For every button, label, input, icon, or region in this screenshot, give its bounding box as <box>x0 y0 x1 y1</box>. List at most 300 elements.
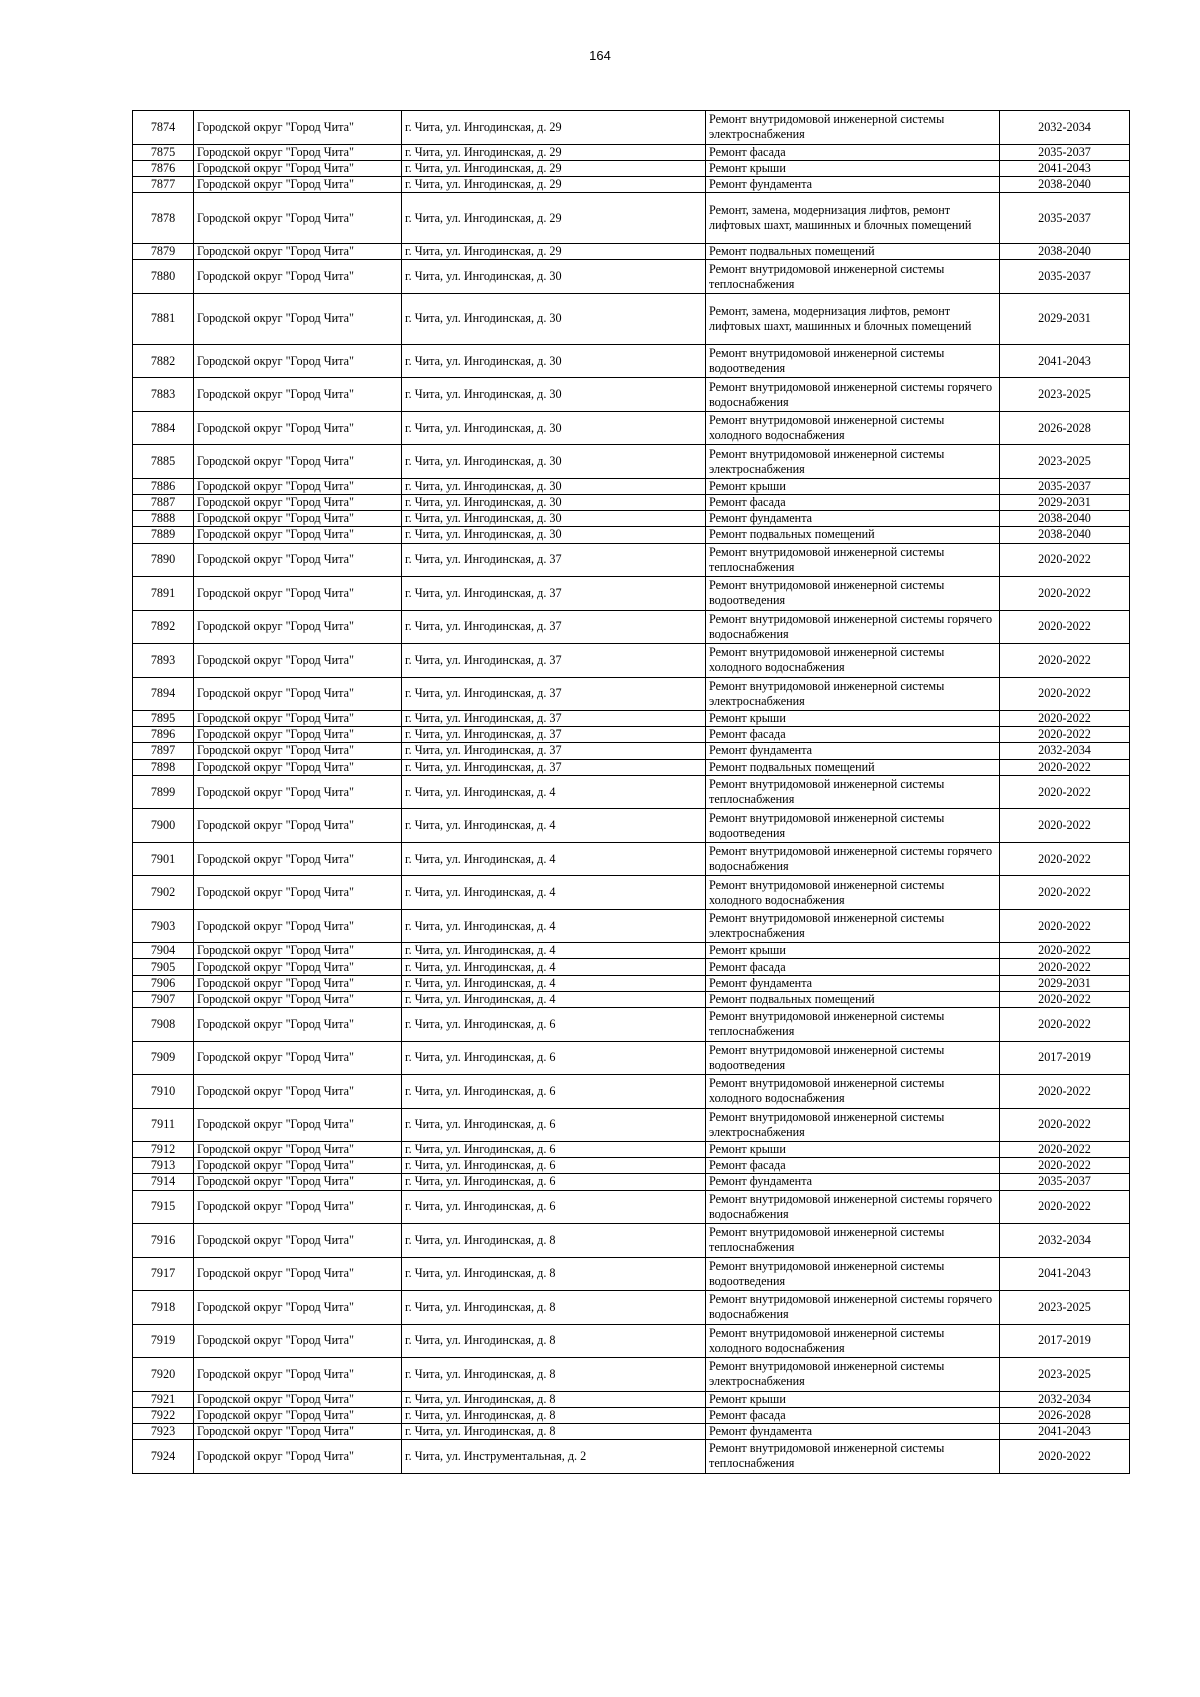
period-cell: 2020-2022 <box>1000 727 1130 743</box>
address-cell: г. Чита, ул. Ингодинская, д. 29 <box>402 176 706 192</box>
address-cell: г. Чита, ул. Ингодинская, д. 30 <box>402 478 706 494</box>
row-number-cell: 7922 <box>133 1407 194 1423</box>
address-cell: г. Чита, ул. Ингодинская, д. 4 <box>402 775 706 809</box>
address-cell: г. Чита, ул. Ингодинская, д. 29 <box>402 144 706 160</box>
work-type-cell: Ремонт внутридомовой инженерной системы электроснабжения <box>706 677 1000 711</box>
address-cell: г. Чита, ул. Ингодинская, д. 4 <box>402 975 706 991</box>
table-row <box>133 1257 1130 1291</box>
municipality-cell: Городской округ "Город Чита" <box>194 1440 402 1474</box>
municipality-cell: Городской округ "Город Чита" <box>194 1041 402 1075</box>
work-type-cell: Ремонт фасада <box>706 959 1000 975</box>
municipality-cell: Городской округ "Город Чита" <box>194 743 402 759</box>
address-cell: г. Чита, ул. Ингодинская, д. 8 <box>402 1291 706 1325</box>
municipality-cell: Городской округ "Город Чита" <box>194 193 402 244</box>
work-type-cell: Ремонт крыши <box>706 711 1000 727</box>
address-cell: г. Чита, ул. Ингодинская, д. 6 <box>402 1008 706 1042</box>
work-type-cell: Ремонт внутридомовой инженерной системы электроснабжения <box>706 1358 1000 1392</box>
municipality-cell: Городской округ "Город Чита" <box>194 543 402 577</box>
row-number-cell: 7884 <box>133 411 194 445</box>
table-row <box>133 511 1130 527</box>
work-type-cell: Ремонт, замена, модернизация лифтов, ремонт лифтовых шахт, машинных и блочных помещений <box>706 293 1000 344</box>
period-cell: 2020-2022 <box>1000 809 1130 843</box>
table-row <box>133 759 1130 775</box>
row-number-cell: 7876 <box>133 160 194 176</box>
table-row <box>133 943 1130 959</box>
table-row <box>133 176 1130 192</box>
period-cell: 2020-2022 <box>1000 1008 1130 1042</box>
row-number-cell: 7880 <box>133 260 194 294</box>
table-row <box>133 244 1130 260</box>
address-cell: г. Чита, ул. Ингодинская, д. 4 <box>402 943 706 959</box>
period-cell: 2020-2022 <box>1000 577 1130 611</box>
municipality-cell: Городской округ "Город Чита" <box>194 1358 402 1392</box>
row-number-cell: 7914 <box>133 1174 194 1190</box>
period-cell: 2026-2028 <box>1000 411 1130 445</box>
period-cell: 2020-2022 <box>1000 943 1130 959</box>
row-number-cell: 7882 <box>133 344 194 378</box>
municipality-cell: Городской округ "Город Чита" <box>194 644 402 678</box>
period-cell: 2032-2034 <box>1000 1224 1130 1258</box>
work-type-cell: Ремонт внутридомовой инженерной системы электроснабжения <box>706 1108 1000 1142</box>
period-cell: 2023-2025 <box>1000 445 1130 479</box>
period-cell: 2041-2043 <box>1000 344 1130 378</box>
row-number-cell: 7905 <box>133 959 194 975</box>
work-type-cell: Ремонт внутридомовой инженерной системы холодного водоснабжения <box>706 411 1000 445</box>
period-cell: 2038-2040 <box>1000 176 1130 192</box>
municipality-cell: Городской округ "Город Чита" <box>194 909 402 943</box>
municipality-cell: Городской округ "Город Чита" <box>194 577 402 611</box>
municipality-cell: Городской округ "Город Чита" <box>194 494 402 510</box>
work-type-cell: Ремонт подвальных помещений <box>706 244 1000 260</box>
work-type-cell: Ремонт фасада <box>706 144 1000 160</box>
period-cell: 2023-2025 <box>1000 1291 1130 1325</box>
work-type-cell: Ремонт подвальных помещений <box>706 759 1000 775</box>
municipality-cell: Городской округ "Город Чита" <box>194 759 402 775</box>
period-cell: 2038-2040 <box>1000 511 1130 527</box>
period-cell: 2020-2022 <box>1000 543 1130 577</box>
table-row <box>133 1324 1130 1358</box>
table-body <box>133 111 1130 1474</box>
row-number-cell: 7895 <box>133 711 194 727</box>
row-number-cell: 7887 <box>133 494 194 510</box>
municipality-cell: Городской округ "Город Чита" <box>194 1324 402 1358</box>
address-cell: г. Чита, ул. Ингодинская, д. 30 <box>402 344 706 378</box>
work-type-cell: Ремонт внутридомовой инженерной системы горячего водоснабжения <box>706 1291 1000 1325</box>
table-row <box>133 1041 1130 1075</box>
table-row <box>133 1224 1130 1258</box>
work-type-cell: Ремонт внутридомовой инженерной системы холодного водоснабжения <box>706 1075 1000 1109</box>
address-cell: г. Чита, ул. Ингодинская, д. 37 <box>402 644 706 678</box>
work-type-cell: Ремонт внутридомовой инженерной системы горячего водоснабжения <box>706 378 1000 412</box>
row-number-cell: 7883 <box>133 378 194 412</box>
work-type-cell: Ремонт фундамента <box>706 511 1000 527</box>
address-cell: г. Чита, ул. Ингодинская, д. 4 <box>402 842 706 876</box>
row-number-cell: 7915 <box>133 1190 194 1224</box>
address-cell: г. Чита, ул. Ингодинская, д. 4 <box>402 909 706 943</box>
address-cell: г. Чита, ул. Ингодинская, д. 30 <box>402 527 706 543</box>
table-row <box>133 260 1130 294</box>
table-row <box>133 478 1130 494</box>
municipality-cell: Городской округ "Город Чита" <box>194 775 402 809</box>
table-row <box>133 1008 1130 1042</box>
table-row <box>133 1108 1130 1142</box>
municipality-cell: Городской округ "Город Чита" <box>194 478 402 494</box>
table-row <box>133 975 1130 991</box>
period-cell: 2020-2022 <box>1000 959 1130 975</box>
address-cell: г. Чита, ул. Ингодинская, д. 8 <box>402 1224 706 1258</box>
row-number-cell: 7889 <box>133 527 194 543</box>
period-cell: 2020-2022 <box>1000 1440 1130 1474</box>
address-cell: г. Чита, ул. Ингодинская, д. 4 <box>402 959 706 975</box>
period-cell: 2029-2031 <box>1000 293 1130 344</box>
table-row <box>133 1440 1130 1474</box>
municipality-cell: Городской округ "Город Чита" <box>194 809 402 843</box>
period-cell: 2041-2043 <box>1000 1423 1130 1439</box>
table-row <box>133 842 1130 876</box>
table-row <box>133 1423 1130 1439</box>
municipality-cell: Городской округ "Город Чита" <box>194 511 402 527</box>
period-cell: 2020-2022 <box>1000 644 1130 678</box>
table-row <box>133 1075 1130 1109</box>
row-number-cell: 7904 <box>133 943 194 959</box>
table-row <box>133 1358 1130 1392</box>
address-cell: г. Чита, ул. Ингодинская, д. 37 <box>402 743 706 759</box>
row-number-cell: 7909 <box>133 1041 194 1075</box>
municipality-cell: Городской округ "Город Чита" <box>194 1224 402 1258</box>
table-row <box>133 644 1130 678</box>
table-row <box>133 959 1130 975</box>
row-number-cell: 7899 <box>133 775 194 809</box>
table-row <box>133 445 1130 479</box>
row-number-cell: 7879 <box>133 244 194 260</box>
period-cell: 2035-2037 <box>1000 144 1130 160</box>
row-number-cell: 7908 <box>133 1008 194 1042</box>
work-type-cell: Ремонт внутридомовой инженерной системы электроснабжения <box>706 909 1000 943</box>
table-row <box>133 1291 1130 1325</box>
table-row <box>133 1142 1130 1158</box>
period-cell: 2017-2019 <box>1000 1041 1130 1075</box>
row-number-cell: 7912 <box>133 1142 194 1158</box>
table-row <box>133 1158 1130 1174</box>
municipality-cell: Городской округ "Город Чита" <box>194 943 402 959</box>
period-cell: 2020-2022 <box>1000 711 1130 727</box>
table-row <box>133 775 1130 809</box>
address-cell: г. Чита, ул. Ингодинская, д. 6 <box>402 1174 706 1190</box>
work-type-cell: Ремонт внутридомовой инженерной системы водоотведения <box>706 1257 1000 1291</box>
work-type-cell: Ремонт крыши <box>706 160 1000 176</box>
address-cell: г. Чита, ул. Ингодинская, д. 6 <box>402 1041 706 1075</box>
work-type-cell: Ремонт, замена, модернизация лифтов, ремонт лифтовых шахт, машинных и блочных помещений <box>706 193 1000 244</box>
row-number-cell: 7910 <box>133 1075 194 1109</box>
table-row <box>133 111 1130 145</box>
work-type-cell: Ремонт крыши <box>706 478 1000 494</box>
row-number-cell: 7893 <box>133 644 194 678</box>
municipality-cell: Городской округ "Город Чита" <box>194 111 402 145</box>
work-type-cell: Ремонт фундамента <box>706 1423 1000 1439</box>
period-cell: 2020-2022 <box>1000 991 1130 1007</box>
work-type-cell: Ремонт внутридомовой инженерной системы теплоснабжения <box>706 543 1000 577</box>
work-type-cell: Ремонт фундамента <box>706 743 1000 759</box>
period-cell: 2017-2019 <box>1000 1324 1130 1358</box>
period-cell: 2020-2022 <box>1000 1075 1130 1109</box>
address-cell: г. Чита, ул. Ингодинская, д. 29 <box>402 193 706 244</box>
table-row <box>133 293 1130 344</box>
address-cell: г. Чита, ул. Ингодинская, д. 6 <box>402 1158 706 1174</box>
table-row <box>133 494 1130 510</box>
work-type-cell: Ремонт внутридомовой инженерной системы электроснабжения <box>706 111 1000 145</box>
row-number-cell: 7921 <box>133 1391 194 1407</box>
address-cell: г. Чита, ул. Ингодинская, д. 8 <box>402 1324 706 1358</box>
work-type-cell: Ремонт внутридомовой инженерной системы холодного водоснабжения <box>706 1324 1000 1358</box>
address-cell: г. Чита, ул. Ингодинская, д. 37 <box>402 759 706 775</box>
period-cell: 2023-2025 <box>1000 1358 1130 1392</box>
municipality-cell: Городской округ "Город Чита" <box>194 527 402 543</box>
row-number-cell: 7919 <box>133 1324 194 1358</box>
work-type-cell: Ремонт фасада <box>706 1158 1000 1174</box>
work-type-cell: Ремонт внутридомовой инженерной системы теплоснабжения <box>706 1224 1000 1258</box>
period-cell: 2020-2022 <box>1000 1158 1130 1174</box>
period-cell: 2029-2031 <box>1000 494 1130 510</box>
work-type-cell: Ремонт внутридомовой инженерной системы холодного водоснабжения <box>706 644 1000 678</box>
work-type-cell: Ремонт фундамента <box>706 176 1000 192</box>
address-cell: г. Чита, ул. Ингодинская, д. 6 <box>402 1108 706 1142</box>
period-cell: 2038-2040 <box>1000 244 1130 260</box>
municipality-cell: Городской округ "Город Чита" <box>194 1291 402 1325</box>
table-row <box>133 378 1130 412</box>
municipality-cell: Городской округ "Город Чита" <box>194 610 402 644</box>
municipality-cell: Городской округ "Город Чита" <box>194 1158 402 1174</box>
municipality-cell: Городской округ "Город Чита" <box>194 176 402 192</box>
address-cell: г. Чита, ул. Ингодинская, д. 8 <box>402 1358 706 1392</box>
work-type-cell: Ремонт фундамента <box>706 975 1000 991</box>
municipality-cell: Городской округ "Город Чита" <box>194 378 402 412</box>
work-type-cell: Ремонт внутридомовой инженерной системы горячего водоснабжения <box>706 1190 1000 1224</box>
municipality-cell: Городской округ "Город Чита" <box>194 244 402 260</box>
municipality-cell: Городской округ "Город Чита" <box>194 876 402 910</box>
period-cell: 2032-2034 <box>1000 1391 1130 1407</box>
repair-schedule-table <box>132 110 1130 1474</box>
table-row <box>133 144 1130 160</box>
row-number-cell: 7885 <box>133 445 194 479</box>
row-number-cell: 7906 <box>133 975 194 991</box>
row-number-cell: 7924 <box>133 1440 194 1474</box>
work-type-cell: Ремонт внутридомовой инженерной системы водоотведения <box>706 344 1000 378</box>
table-row <box>133 610 1130 644</box>
work-type-cell: Ремонт внутридомовой инженерной системы горячего водоснабжения <box>706 842 1000 876</box>
address-cell: г. Чита, ул. Ингодинская, д. 6 <box>402 1190 706 1224</box>
period-cell: 2029-2031 <box>1000 975 1130 991</box>
address-cell: г. Чита, ул. Ингодинская, д. 37 <box>402 610 706 644</box>
row-number-cell: 7896 <box>133 727 194 743</box>
municipality-cell: Городской округ "Город Чита" <box>194 842 402 876</box>
address-cell: г. Чита, ул. Ингодинская, д. 29 <box>402 111 706 145</box>
row-number-cell: 7874 <box>133 111 194 145</box>
address-cell: г. Чита, ул. Ингодинская, д. 37 <box>402 711 706 727</box>
municipality-cell: Городской округ "Город Чита" <box>194 260 402 294</box>
municipality-cell: Городской округ "Город Чита" <box>194 344 402 378</box>
period-cell: 2038-2040 <box>1000 527 1130 543</box>
table-row <box>133 876 1130 910</box>
address-cell: г. Чита, ул. Ингодинская, д. 30 <box>402 378 706 412</box>
row-number-cell: 7877 <box>133 176 194 192</box>
municipality-cell: Городской округ "Город Чита" <box>194 1075 402 1109</box>
address-cell: г. Чита, ул. Ингодинская, д. 37 <box>402 677 706 711</box>
address-cell: г. Чита, ул. Ингодинская, д. 37 <box>402 543 706 577</box>
period-cell: 2035-2037 <box>1000 260 1130 294</box>
address-cell: г. Чита, ул. Ингодинская, д. 4 <box>402 876 706 910</box>
municipality-cell: Городской округ "Город Чита" <box>194 711 402 727</box>
table-row <box>133 1407 1130 1423</box>
work-type-cell: Ремонт внутридомовой инженерной системы теплоснабжения <box>706 1440 1000 1474</box>
municipality-cell: Городской округ "Город Чита" <box>194 1391 402 1407</box>
table-row <box>133 991 1130 1007</box>
municipality-cell: Городской округ "Город Чита" <box>194 975 402 991</box>
period-cell: 2023-2025 <box>1000 378 1130 412</box>
table-row <box>133 743 1130 759</box>
municipality-cell: Городской округ "Город Чита" <box>194 1407 402 1423</box>
row-number-cell: 7918 <box>133 1291 194 1325</box>
work-type-cell: Ремонт крыши <box>706 1391 1000 1407</box>
address-cell: г. Чита, ул. Ингодинская, д. 30 <box>402 511 706 527</box>
table-row <box>133 577 1130 611</box>
municipality-cell: Городской округ "Город Чита" <box>194 727 402 743</box>
row-number-cell: 7902 <box>133 876 194 910</box>
table-row <box>133 677 1130 711</box>
row-number-cell: 7881 <box>133 293 194 344</box>
table-row <box>133 160 1130 176</box>
address-cell: г. Чита, ул. Ингодинская, д. 8 <box>402 1423 706 1439</box>
row-number-cell: 7900 <box>133 809 194 843</box>
address-cell: г. Чита, ул. Ингодинская, д. 30 <box>402 494 706 510</box>
municipality-cell: Городской округ "Город Чита" <box>194 1008 402 1042</box>
work-type-cell: Ремонт фасада <box>706 494 1000 510</box>
address-cell: г. Чита, ул. Ингодинская, д. 29 <box>402 160 706 176</box>
work-type-cell: Ремонт внутридомовой инженерной системы водоотведения <box>706 577 1000 611</box>
address-cell: г. Чита, ул. Инструментальная, д. 2 <box>402 1440 706 1474</box>
municipality-cell: Городской округ "Город Чита" <box>194 411 402 445</box>
address-cell: г. Чита, ул. Ингодинская, д. 30 <box>402 411 706 445</box>
page-number: 164 <box>589 48 611 63</box>
row-number-cell: 7907 <box>133 991 194 1007</box>
row-number-cell: 7901 <box>133 842 194 876</box>
period-cell: 2041-2043 <box>1000 160 1130 176</box>
period-cell: 2020-2022 <box>1000 909 1130 943</box>
period-cell: 2020-2022 <box>1000 759 1130 775</box>
row-number-cell: 7886 <box>133 478 194 494</box>
address-cell: г. Чита, ул. Ингодинская, д. 4 <box>402 809 706 843</box>
address-cell: г. Чита, ул. Ингодинская, д. 6 <box>402 1142 706 1158</box>
work-type-cell: Ремонт внутридомовой инженерной системы теплоснабжения <box>706 775 1000 809</box>
municipality-cell: Городской округ "Город Чита" <box>194 1190 402 1224</box>
work-type-cell: Ремонт внутридомовой инженерной системы теплоснабжения <box>706 1008 1000 1042</box>
address-cell: г. Чита, ул. Ингодинская, д. 8 <box>402 1391 706 1407</box>
table-row <box>133 711 1130 727</box>
row-number-cell: 7911 <box>133 1108 194 1142</box>
table-row <box>133 193 1130 244</box>
period-cell: 2035-2037 <box>1000 1174 1130 1190</box>
municipality-cell: Городской округ "Город Чита" <box>194 991 402 1007</box>
row-number-cell: 7903 <box>133 909 194 943</box>
table-row <box>133 527 1130 543</box>
municipality-cell: Городской округ "Город Чита" <box>194 1423 402 1439</box>
address-cell: г. Чита, ул. Ингодинская, д. 4 <box>402 991 706 1007</box>
address-cell: г. Чита, ул. Ингодинская, д. 37 <box>402 727 706 743</box>
row-number-cell: 7917 <box>133 1257 194 1291</box>
period-cell: 2041-2043 <box>1000 1257 1130 1291</box>
address-cell: г. Чита, ул. Ингодинская, д. 30 <box>402 260 706 294</box>
address-cell: г. Чита, ул. Ингодинская, д. 6 <box>402 1075 706 1109</box>
table-row <box>133 1174 1130 1190</box>
work-type-cell: Ремонт внутридомовой инженерной системы холодного водоснабжения <box>706 876 1000 910</box>
row-number-cell: 7891 <box>133 577 194 611</box>
row-number-cell: 7894 <box>133 677 194 711</box>
row-number-cell: 7913 <box>133 1158 194 1174</box>
table-row <box>133 411 1130 445</box>
table-row <box>133 909 1130 943</box>
work-type-cell: Ремонт крыши <box>706 943 1000 959</box>
period-cell: 2020-2022 <box>1000 842 1130 876</box>
municipality-cell: Городской округ "Город Чита" <box>194 1257 402 1291</box>
row-number-cell: 7897 <box>133 743 194 759</box>
period-cell: 2035-2037 <box>1000 478 1130 494</box>
period-cell: 2020-2022 <box>1000 677 1130 711</box>
row-number-cell: 7878 <box>133 193 194 244</box>
municipality-cell: Городской округ "Город Чита" <box>194 677 402 711</box>
work-type-cell: Ремонт фундамента <box>706 1174 1000 1190</box>
work-type-cell: Ремонт крыши <box>706 1142 1000 1158</box>
period-cell: 2020-2022 <box>1000 1108 1130 1142</box>
work-type-cell: Ремонт фасада <box>706 727 1000 743</box>
row-number-cell: 7890 <box>133 543 194 577</box>
row-number-cell: 7916 <box>133 1224 194 1258</box>
address-cell: г. Чита, ул. Ингодинская, д. 37 <box>402 577 706 611</box>
work-type-cell: Ремонт внутридомовой инженерной системы водоотведения <box>706 809 1000 843</box>
period-cell: 2032-2034 <box>1000 743 1130 759</box>
row-number-cell: 7875 <box>133 144 194 160</box>
table-row <box>133 1391 1130 1407</box>
period-cell: 2026-2028 <box>1000 1407 1130 1423</box>
work-type-cell: Ремонт подвальных помещений <box>706 991 1000 1007</box>
work-type-cell: Ремонт внутридомовой инженерной системы теплоснабжения <box>706 260 1000 294</box>
table-row <box>133 809 1130 843</box>
table-row <box>133 344 1130 378</box>
address-cell: г. Чита, ул. Ингодинская, д. 8 <box>402 1407 706 1423</box>
row-number-cell: 7920 <box>133 1358 194 1392</box>
municipality-cell: Городской округ "Город Чита" <box>194 160 402 176</box>
municipality-cell: Городской округ "Город Чита" <box>194 959 402 975</box>
period-cell: 2020-2022 <box>1000 1190 1130 1224</box>
work-type-cell: Ремонт внутридомовой инженерной системы водоотведения <box>706 1041 1000 1075</box>
municipality-cell: Городской округ "Город Чита" <box>194 1108 402 1142</box>
period-cell: 2020-2022 <box>1000 775 1130 809</box>
address-cell: г. Чита, ул. Ингодинская, д. 8 <box>402 1257 706 1291</box>
period-cell: 2020-2022 <box>1000 610 1130 644</box>
municipality-cell: Городской округ "Город Чита" <box>194 293 402 344</box>
work-type-cell: Ремонт фасада <box>706 1407 1000 1423</box>
period-cell: 2020-2022 <box>1000 876 1130 910</box>
row-number-cell: 7888 <box>133 511 194 527</box>
work-type-cell: Ремонт внутридомовой инженерной системы горячего водоснабжения <box>706 610 1000 644</box>
table-row <box>133 1190 1130 1224</box>
municipality-cell: Городской округ "Город Чита" <box>194 445 402 479</box>
table-row <box>133 727 1130 743</box>
table-row <box>133 543 1130 577</box>
address-cell: г. Чита, ул. Ингодинская, д. 30 <box>402 293 706 344</box>
address-cell: г. Чита, ул. Ингодинская, д. 30 <box>402 445 706 479</box>
work-type-cell: Ремонт внутридомовой инженерной системы электроснабжения <box>706 445 1000 479</box>
period-cell: 2032-2034 <box>1000 111 1130 145</box>
period-cell: 2035-2037 <box>1000 193 1130 244</box>
